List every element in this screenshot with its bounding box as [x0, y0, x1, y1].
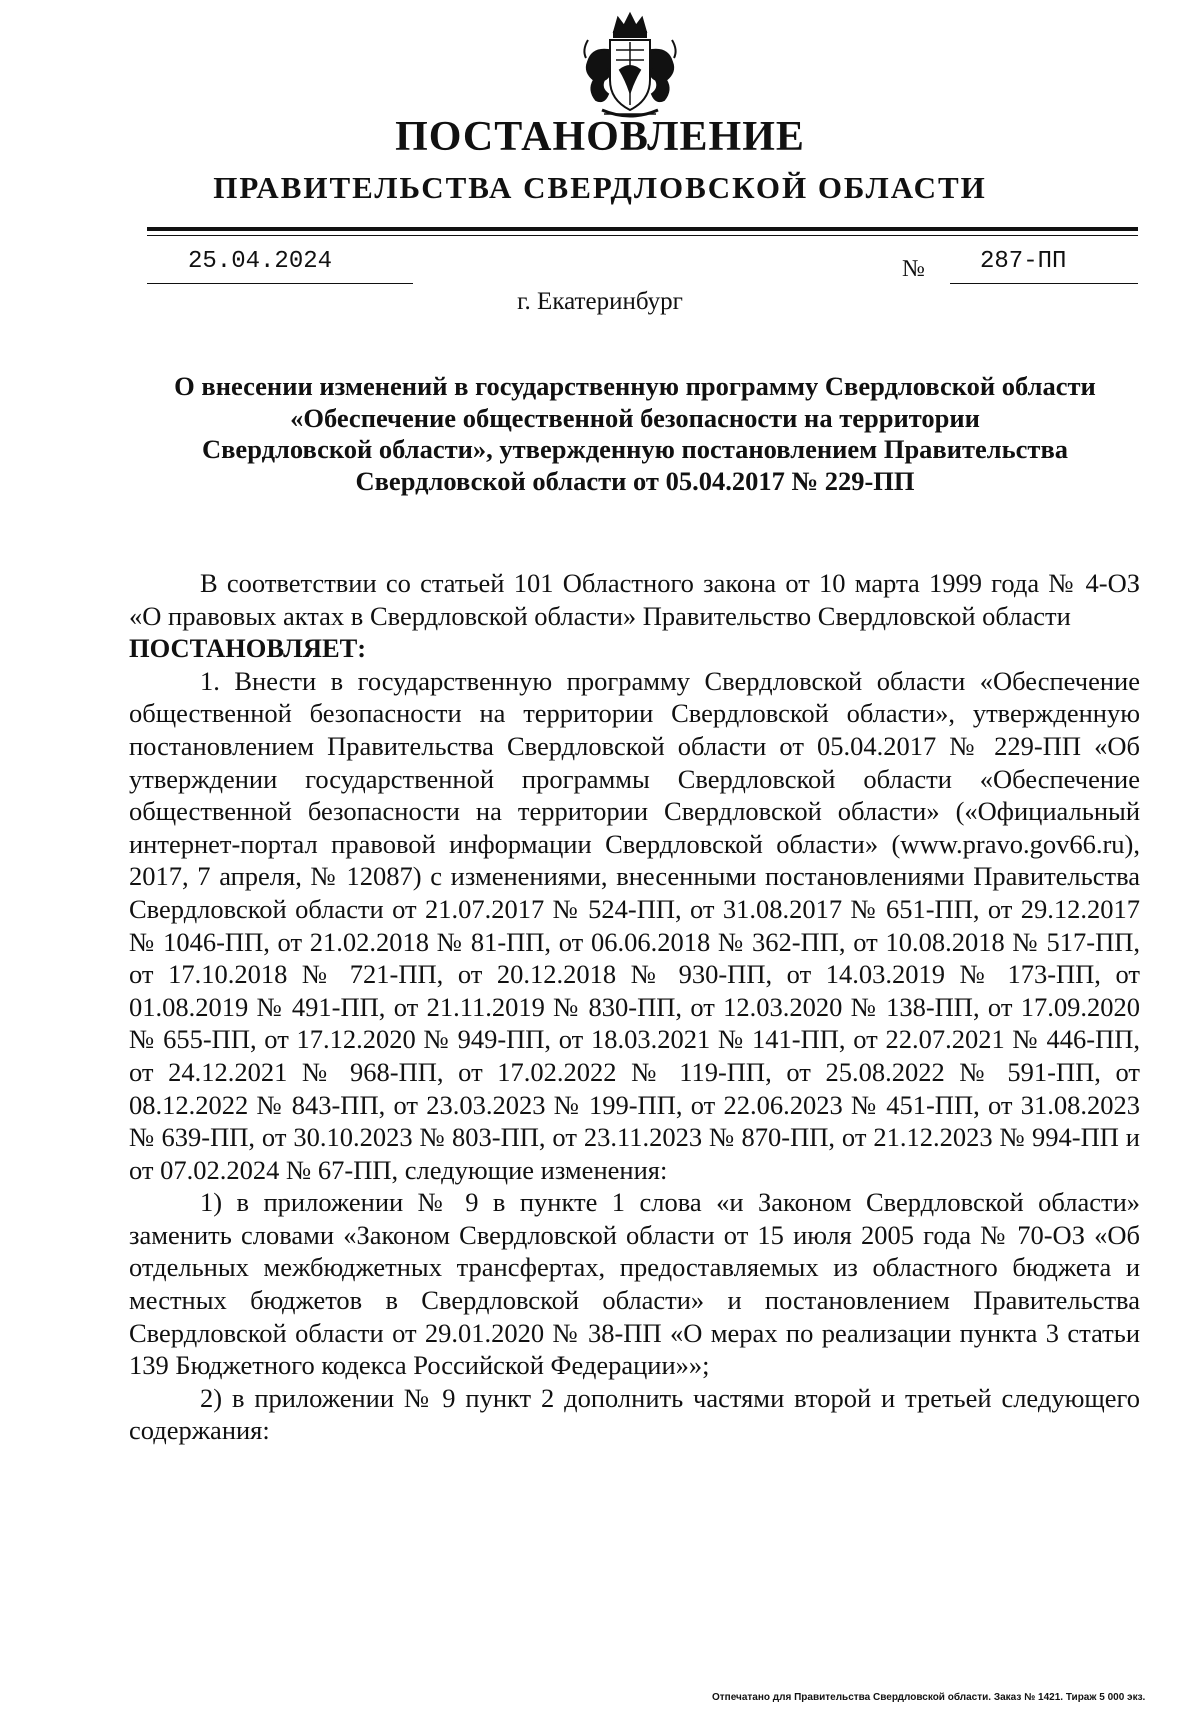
preamble-paragraph: В соответствии со статьей 101 Областного закона от 10 марта 1999 года № 4-ОЗ «О правовых актах в Свердловской области» Правительство Свердловской области — [129, 568, 1140, 631]
heading-line: Свердловской области», утвержденную постановлением Правительства — [201, 434, 1069, 464]
date-underline — [147, 283, 413, 284]
print-footer: Отпечатано для Правительства Свердловской области. Заказ № 1421. Тираж 5 000 экз. — [712, 1692, 1146, 1703]
subitem-1-paragraph: 1) в приложении № 9 в пункте 1 слова «и Законом Свердловской области» заменить словами «Законом Свердловской области от 15 июля 2005 года № 70-ОЗ «Об отдельных межбюджетных трансфертах, предоставляемых из областного бюджета и местных бюджетов в Свердловской области» и постановлением Правительства Свердловской области от 29.01.2020 № 38-ПП «О мерах по реализации пункта 3 статьи 139 Бюджетного кодекса Российской Федерации»»; — [129, 1187, 1140, 1381]
heading-line: «Обеспечение общественной безопасности на территории — [290, 402, 980, 433]
header-rule-thin — [147, 235, 1138, 236]
document-issuer: ПРАВИТЕЛЬСТВА СВЕРДЛОВСКОЙ ОБЛАСТИ — [213, 170, 987, 205]
document-city: г. Екатеринбург — [517, 288, 683, 315]
header-rule-thick — [147, 227, 1138, 231]
subitem-2-paragraph: 2) в приложении № 9 пункт 2 дополнить частями второй и третьей следующего содержания: — [129, 1382, 1140, 1446]
heading-line: О внесении изменений в государственную программу Свердловской области — [174, 371, 1096, 401]
coat-of-arms-icon — [574, 10, 686, 122]
number-underline — [950, 283, 1138, 284]
number-sign: № — [902, 256, 925, 282]
resolves-label: ПОСТАНОВЛЯЕТ: — [129, 633, 367, 664]
heading-line: Свердловской области от 05.04.2017 № 229-ПП — [355, 465, 915, 496]
document-date: 25.04.2024 — [188, 248, 333, 275]
document-title: ПОСТАНОВЛЕНИЕ — [395, 114, 805, 160]
document-heading — [130, 371, 1140, 497]
item-1-paragraph: 1. Внести в государственную программу Свердловской области «Обеспечение общественной безопасности на территории Свердловской области», утвержденную постановлением Правительства Свердловской области от 05.04.2017 № 229-ПП «Об утверждении государственной программы Свердловской области «Обеспечение общественной безопасности на территории Свердловской области» («Официальный интернет-портал правовой информации Свердловской области» (www.pravo.gov66.ru), 2017, 7 апреля, № 12087) с изменениями, внесенными постановлениями Правительства Свердловской области от 21.07.2017 № 524-ПП, от 31.08.2017 № 651-ПП, от 29.12.2017 № 1046-ПП, от 21.02.2018 № 81-ПП, от 06.06.2018 № 362-ПП, от 10.08.2018 № 517-ПП, от 17.10.2018 № 721-ПП, от 20.12.2018 № 930-ПП, от 14.03.2019 № 173-ПП, от 01.08.2019 № 491-ПП, от 21.11.2019 № 830-ПП, от 12.03.2020 № 138-ПП, от 17.09.2020 № 655-ПП, от 17.12.2020 № 949-ПП, от 18.03.2021 № 141-ПП, от 22.07.2021 № 446-ПП, от 24.12.2021 № 968-ПП, от 17.02.2022 № 119-ПП, от 25.08.2022 № 591-ПП, от 08.12.2022 № 843-ПП, от 23.03.2023 № 199-ПП, от 22.06.2023 № 451-ПП, от 31.08.2023 № 639-ПП, от 30.10.2023 № 803-ПП, от 23.11.2023 № 870-ПП, от 21.12.2023 № 994-ПП и от 07.02.2024 № 67-ПП, следующие изменения: — [129, 665, 1140, 1185]
document-number: 287-ПП — [980, 248, 1067, 275]
document-body — [129, 567, 1140, 1447]
